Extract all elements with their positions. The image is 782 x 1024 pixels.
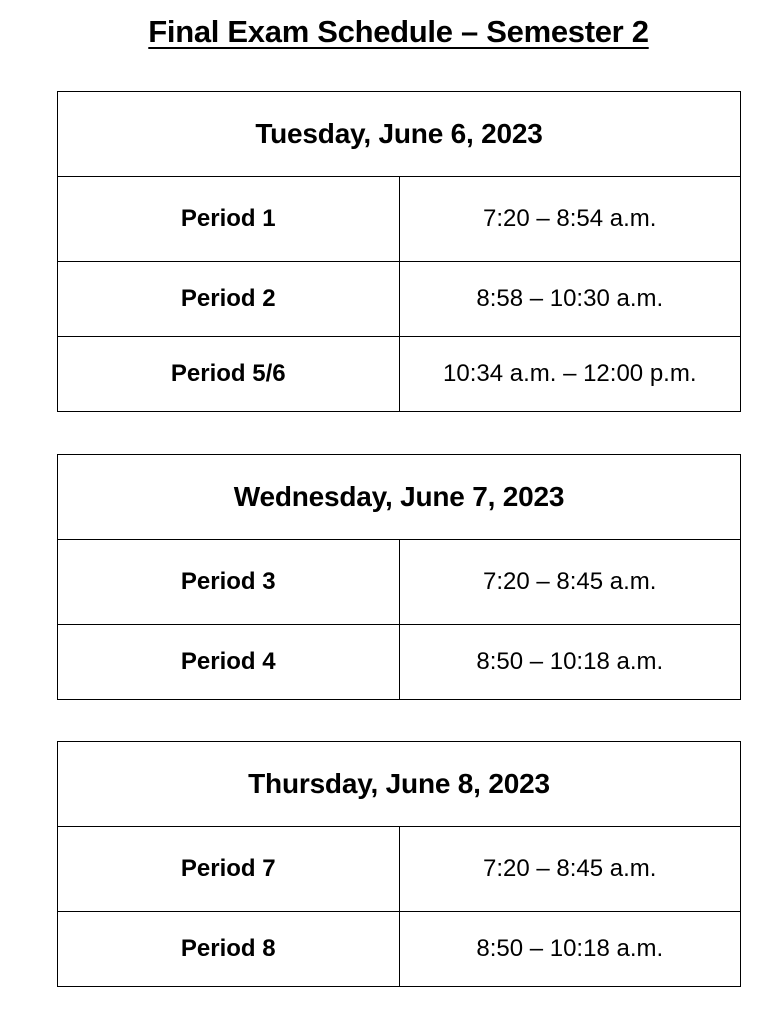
table-row (58, 337, 741, 412)
period-label: Period 5/6 (58, 337, 400, 412)
period-time: 7:20 – 8:45 a.m. (399, 827, 741, 912)
period-time: 7:20 – 8:45 a.m. (399, 540, 741, 625)
table-row (58, 625, 741, 700)
page-title: Final Exam Schedule – Semester 2 (148, 14, 649, 49)
table-row (58, 177, 741, 262)
period-label: Period 3 (58, 540, 400, 625)
day-heading: Wednesday, June 7, 2023 (58, 455, 741, 540)
table-row (58, 912, 741, 987)
table-header-row (58, 455, 741, 540)
table-header-row (58, 742, 741, 827)
table-row (58, 827, 741, 912)
period-label: Period 4 (58, 625, 400, 700)
period-label: Period 1 (58, 177, 400, 262)
table-row (58, 540, 741, 625)
schedule-table-tuesday (57, 91, 741, 412)
period-label: Period 2 (58, 262, 400, 337)
period-label: Period 7 (58, 827, 400, 912)
table-row (58, 262, 741, 337)
day-heading: Thursday, June 8, 2023 (58, 742, 741, 827)
table-header-row (58, 92, 741, 177)
schedule-table-thursday (57, 741, 741, 987)
schedule-table-wednesday (57, 454, 741, 700)
period-time: 7:20 – 8:54 a.m. (399, 177, 741, 262)
period-time: 8:50 – 10:18 a.m. (399, 625, 741, 700)
period-label: Period 8 (58, 912, 400, 987)
day-heading: Tuesday, June 6, 2023 (58, 92, 741, 177)
period-time: 8:50 – 10:18 a.m. (399, 912, 741, 987)
period-time: 8:58 – 10:30 a.m. (399, 262, 741, 337)
period-time: 10:34 a.m. – 12:00 p.m. (399, 337, 741, 412)
